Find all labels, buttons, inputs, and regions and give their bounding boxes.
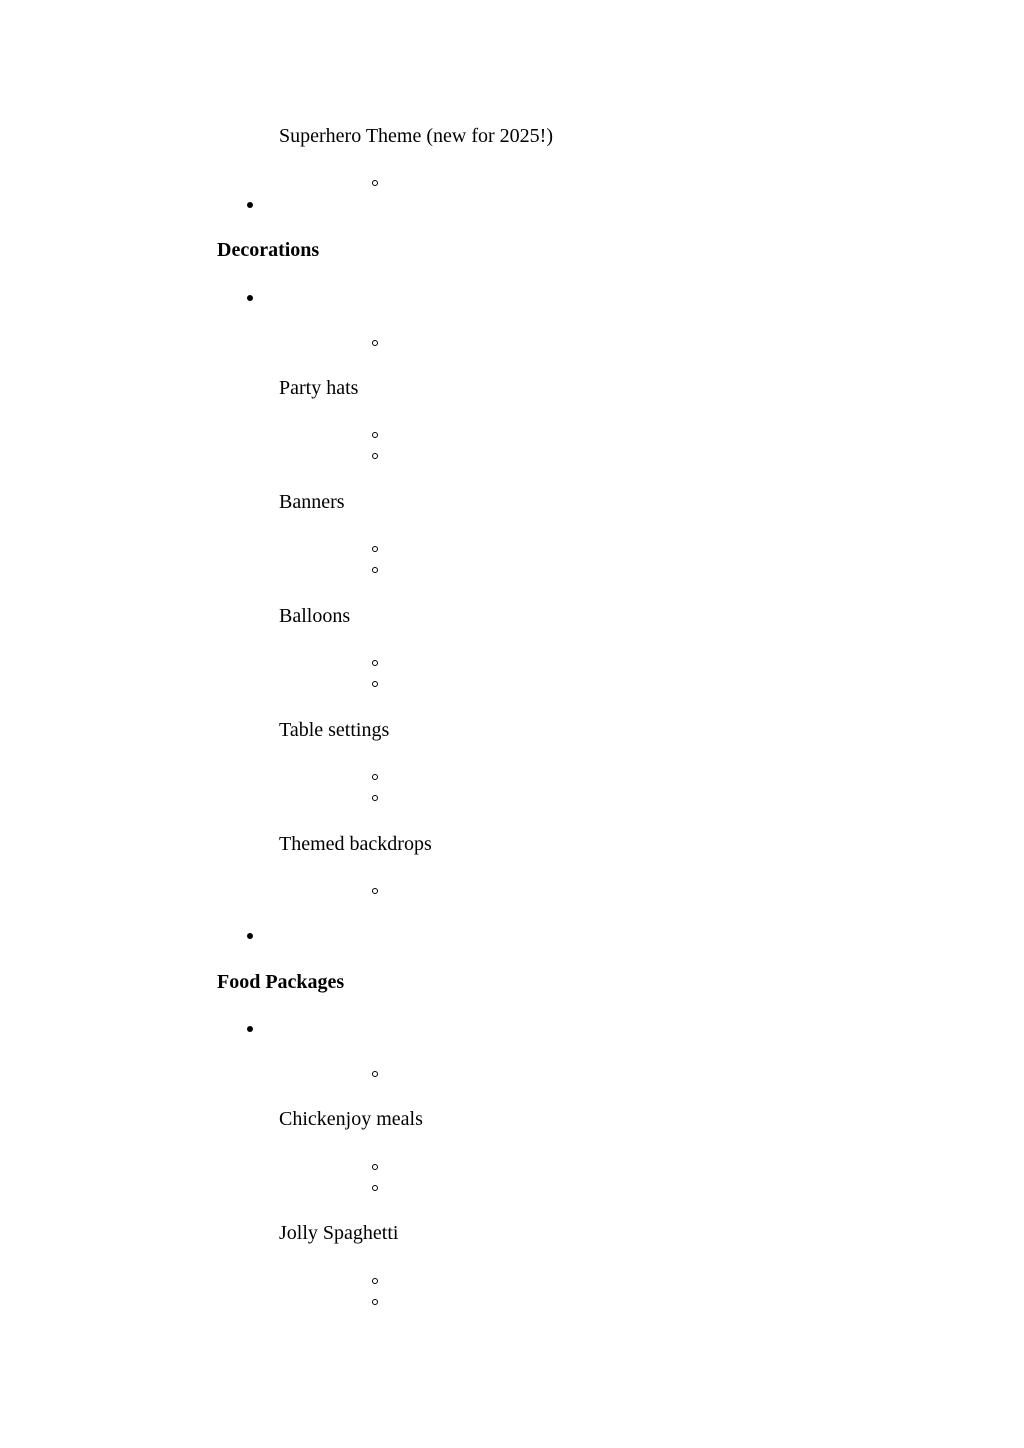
- sublist-bullet: [372, 681, 378, 687]
- sublist-bullet: [372, 546, 378, 552]
- sublist-bullet: [372, 340, 378, 346]
- list-item-text: Balloons: [279, 605, 351, 627]
- list-bullet: [247, 295, 253, 301]
- list-bullet: [247, 1026, 253, 1032]
- list-item-text: Banners: [279, 491, 345, 513]
- sublist-bullet: [372, 795, 378, 801]
- sublist-bullet: [372, 180, 378, 186]
- sublist-bullet: [372, 774, 378, 780]
- list-item-text: Superhero Theme (new for 2025!): [279, 125, 553, 147]
- sublist-bullet: [372, 888, 378, 894]
- list-item-text: Chickenjoy meals: [279, 1108, 423, 1130]
- list-item-text: Jolly Spaghetti: [279, 1222, 399, 1244]
- list-item-text: Party hats: [279, 377, 359, 399]
- list-item-text: Themed backdrops: [279, 833, 432, 855]
- list-bullet: [247, 202, 253, 208]
- sublist-bullet: [372, 567, 378, 573]
- section-heading-food-packages: Food Packages: [217, 971, 345, 993]
- sublist-bullet: [372, 432, 378, 438]
- sublist-bullet: [372, 1185, 378, 1191]
- sublist-bullet: [372, 1164, 378, 1170]
- sublist-bullet: [372, 1278, 378, 1284]
- list-bullet: [247, 933, 253, 939]
- section-heading-decorations: Decorations: [217, 239, 320, 261]
- sublist-bullet: [372, 453, 378, 459]
- sublist-bullet: [372, 660, 378, 666]
- sublist-bullet: [372, 1299, 378, 1305]
- sublist-bullet: [372, 1071, 378, 1077]
- list-item-text: Table settings: [279, 719, 390, 741]
